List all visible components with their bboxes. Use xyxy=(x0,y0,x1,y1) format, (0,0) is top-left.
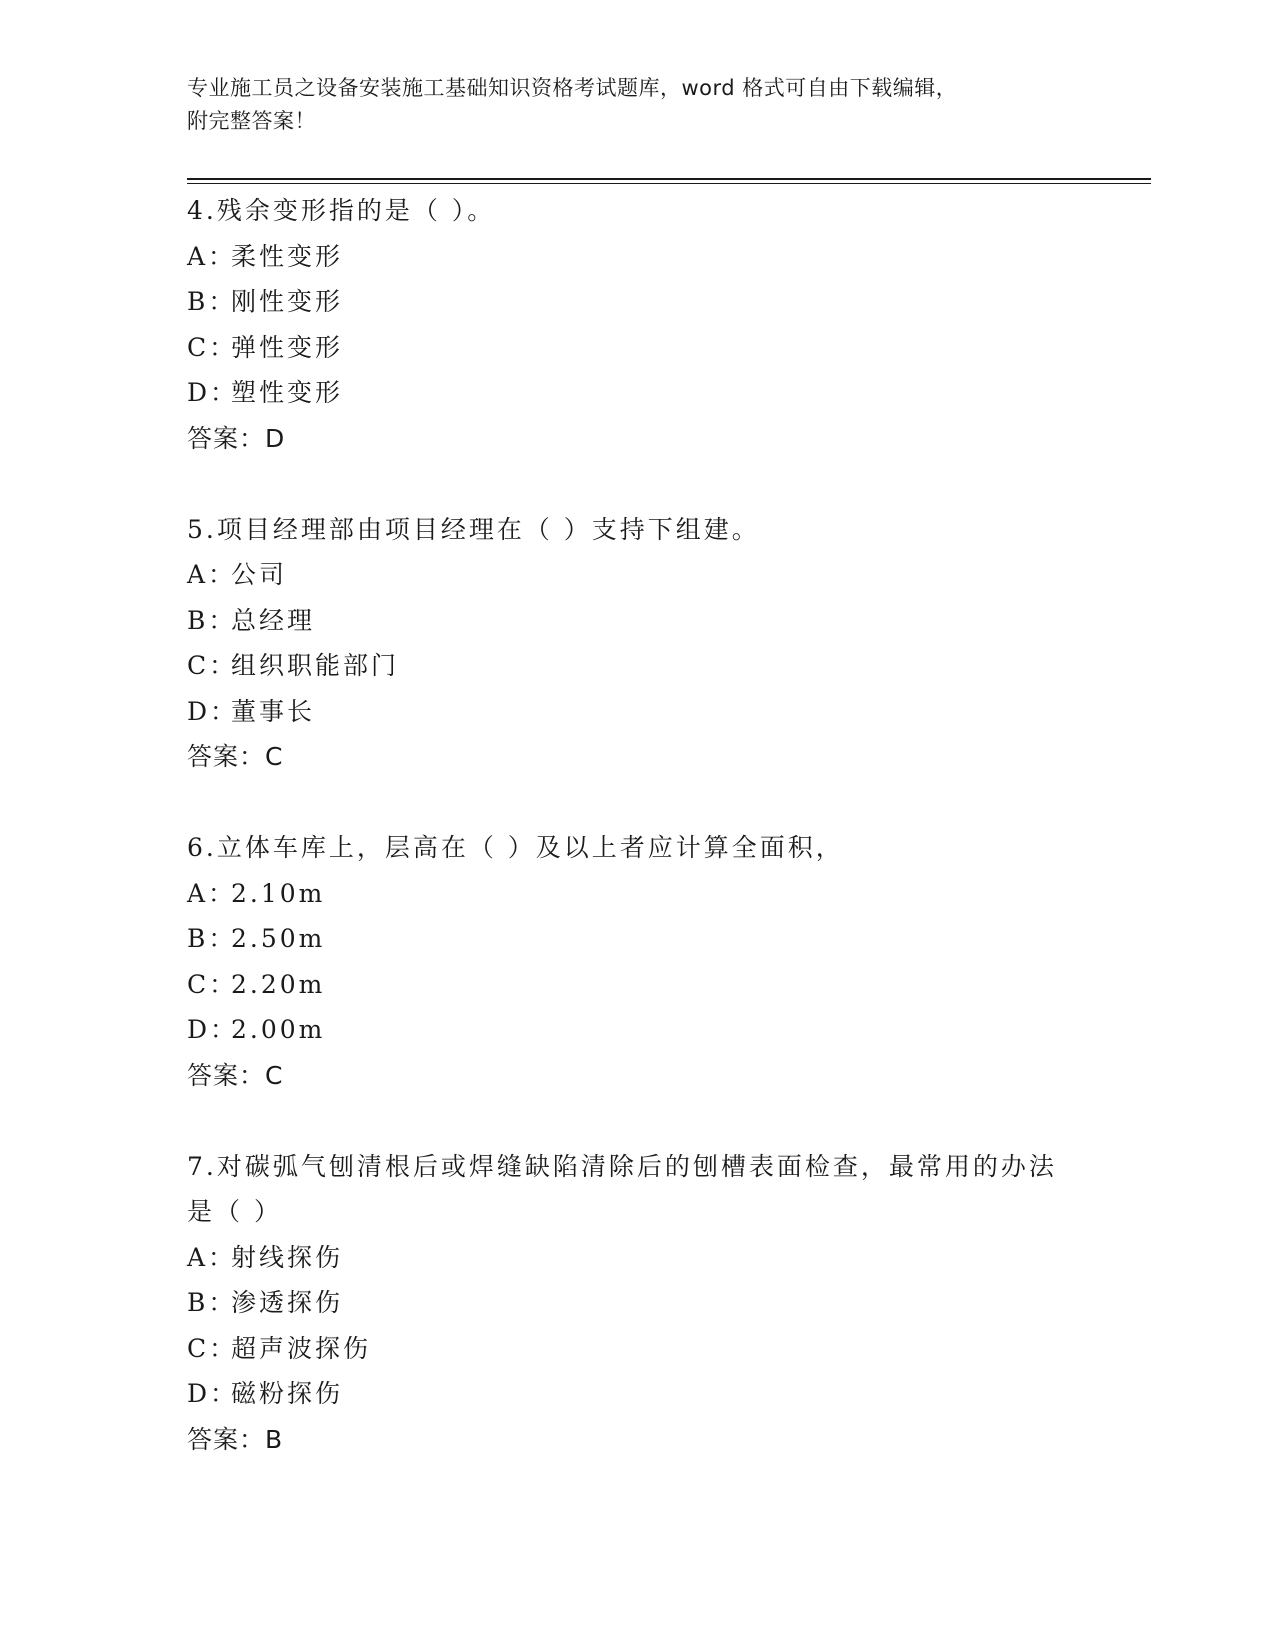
option-letter: D： xyxy=(187,696,239,726)
option-letter: C： xyxy=(187,651,238,680)
option-b xyxy=(187,916,1087,962)
answer-line: 答案：C xyxy=(187,742,284,771)
option-text: 组织职能部门 xyxy=(231,651,400,680)
answer-line: 答案：D xyxy=(187,423,286,453)
header-intro-line-1: 专业施工员之设备安装施工基础知识资格考试题库，word 格式可自由下载编辑， xyxy=(187,76,958,100)
option-text: 刚性变形 xyxy=(231,287,344,316)
option-text: 塑性变形 xyxy=(231,378,344,407)
option-a xyxy=(187,1235,1087,1281)
header-intro-line-2: 附完整答案！ xyxy=(187,109,316,133)
option-letter: D： xyxy=(187,1379,239,1408)
option-text: 2.00m xyxy=(231,1015,326,1044)
question-spacer xyxy=(187,780,1087,826)
option-letter: A： xyxy=(187,560,237,589)
option-letter: D： xyxy=(187,1015,239,1044)
option-letter: A： xyxy=(187,241,237,271)
option-c xyxy=(187,962,1087,1008)
option-c xyxy=(187,325,1087,371)
option-letter: B： xyxy=(187,605,237,635)
option-a xyxy=(187,552,1087,598)
header-divider-thick xyxy=(187,178,1151,180)
option-a xyxy=(187,871,1087,917)
option-a xyxy=(187,234,1087,280)
question-stem: 6.立体车库上，层高在（ ）及以上者应计算全面积， xyxy=(187,833,844,862)
option-text: 2.50m xyxy=(231,924,326,953)
option-text: 2.20m xyxy=(231,969,326,999)
answer-line: 答案：B xyxy=(187,1424,284,1454)
option-text: 弹性变形 xyxy=(231,332,344,362)
option-letter: B： xyxy=(187,924,237,953)
document-header xyxy=(187,72,1067,138)
option-b xyxy=(187,279,1087,325)
answer-line: 答案：C xyxy=(187,1060,284,1090)
option-letter: D： xyxy=(187,378,239,407)
question-stem: 5.项目经理部由项目经理在（ ）支持下组建。 xyxy=(187,514,760,544)
option-b xyxy=(187,598,1087,644)
option-letter: A： xyxy=(187,878,237,908)
option-text: 董事长 xyxy=(231,696,316,726)
option-letter: B： xyxy=(187,287,237,316)
option-text: 超声波探伤 xyxy=(231,1333,372,1363)
header-divider-thin xyxy=(187,183,1151,184)
option-d xyxy=(187,689,1087,735)
question-spacer xyxy=(187,1098,1087,1144)
question-stem: 7.对碳弧气刨清根后或焊缝缺陷清除后的刨槽表面检查，最常用的办法是（ ） xyxy=(187,1151,1057,1226)
option-text: 射线探伤 xyxy=(231,1242,344,1272)
option-b xyxy=(187,1280,1087,1326)
option-c xyxy=(187,643,1087,689)
question-item xyxy=(187,1144,1087,1463)
option-text: 渗透探伤 xyxy=(231,1288,344,1317)
option-text: 总经理 xyxy=(231,605,316,635)
option-d xyxy=(187,370,1087,416)
option-text: 公司 xyxy=(231,560,288,589)
question-spacer xyxy=(187,461,1087,507)
option-letter: B： xyxy=(187,1288,237,1317)
option-letter: C： xyxy=(187,332,238,362)
question-item xyxy=(187,188,1087,461)
question-item xyxy=(187,825,1087,1098)
option-letter: C： xyxy=(187,1333,238,1363)
option-letter: A： xyxy=(187,1242,237,1272)
option-text: 2.10m xyxy=(231,878,326,908)
question-item xyxy=(187,507,1087,780)
option-d xyxy=(187,1371,1087,1417)
option-letter: C： xyxy=(187,969,238,999)
question-list xyxy=(187,188,1087,1462)
option-text: 柔性变形 xyxy=(231,241,344,271)
option-c xyxy=(187,1326,1087,1372)
question-stem: 4.残余变形指的是（ ）。 xyxy=(187,196,496,225)
option-d xyxy=(187,1007,1087,1053)
option-text: 磁粉探伤 xyxy=(231,1379,344,1408)
